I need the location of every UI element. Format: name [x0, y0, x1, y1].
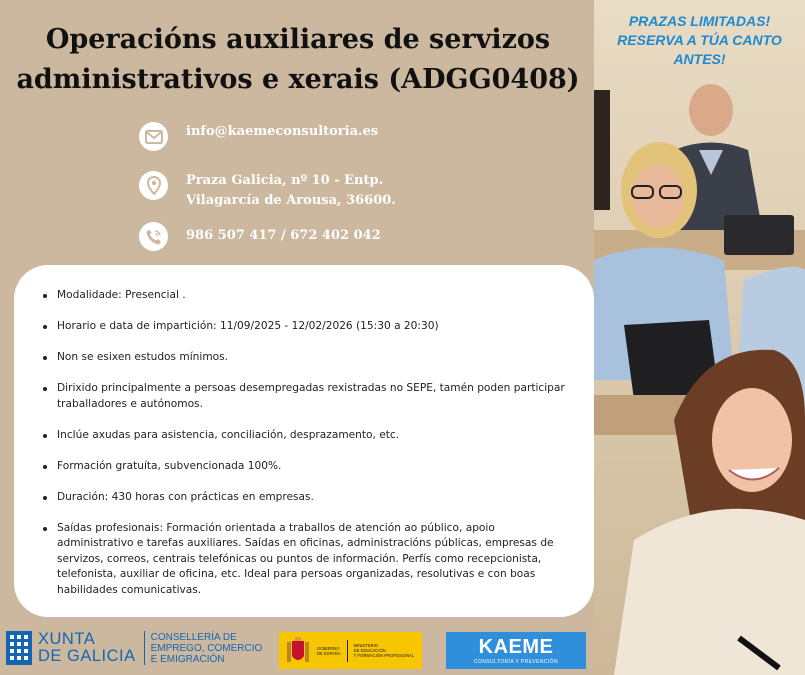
- list-item: Duración: 430 horas con prácticas en empresas.: [40, 490, 570, 506]
- address-text: Praza Galicia, nº 10 - Entp. Vilagarcía de Arousa, 36600.: [186, 173, 396, 208]
- phone-icon: [139, 222, 168, 251]
- course-title: Operacións auxiliares de servizos administrativos e xerais (ADGG0408): [16, 24, 580, 95]
- xunta-logo: [6, 631, 262, 665]
- contact-address-row: [139, 171, 396, 211]
- list-item: Saídas profesionais: Formación orientada a traballos de atención ao público, apoio administrativo e tarefas auxiliares. Saídas en oficinas, administracións públicas, empresas de servizos, correos, centrais telefónicas ou puntos de información. Perfís como recepcionista, telefonista, auxiliar de oficina, etc. Ideal para persoas organizadas, resolutivas e con boas habilidades comunicativas.: [40, 521, 570, 599]
- phone-link[interactable]: 986 507 417 / 672 402 042: [186, 228, 381, 243]
- contact-email-row: [139, 122, 378, 151]
- location-pin-icon: [139, 171, 168, 200]
- list-item: Inclúe axudas para asistencia, conciliación, desprazamento, etc.: [40, 428, 570, 444]
- list-item: Modalidade: Presencial .: [40, 288, 570, 304]
- logo-divider: [144, 631, 145, 665]
- contact-phone-row: [139, 222, 381, 251]
- classroom-photo: [594, 0, 805, 675]
- email-link[interactable]: info@kaemeconsultoria.es: [186, 124, 379, 139]
- list-item: Horario e data de impartición: 11/09/2025 - 12/02/2026 (15:30 a 20:30): [40, 319, 570, 335]
- mail-icon: [139, 122, 168, 151]
- ministerio-text: MINISTERIO DE EDUCACIÓN Y FORMACIÓN PROFESIONAL: [353, 643, 415, 658]
- course-details-list: [40, 288, 570, 614]
- limited-places-banner: PRAZAS LIMITADAS! RESERVA A TÚA CANTO ANTES!: [617, 13, 782, 67]
- kaeme-logo: [446, 632, 586, 669]
- logo-divider: [347, 640, 348, 662]
- list-item: Formación gratuíta, subvencionada 100%.: [40, 459, 570, 475]
- list-item: Non se esixen estudos mínimos.: [40, 350, 570, 366]
- coat-of-arms-icon: [285, 636, 311, 666]
- gobierno-logo: [279, 632, 422, 669]
- xunta-name: XUNTA DE GALICIA: [38, 630, 136, 665]
- gobierno-text: GOBIERNO DE ESPAÑA: [317, 645, 341, 656]
- conselleria-name: CONSELLERÍA DE EMPREGO, COMERCIO E EMIGRACIÓN: [150, 631, 263, 665]
- kaeme-subtitle: CONSULTORÍA Y PREVENCIÓN: [474, 659, 558, 665]
- xunta-emblem-icon: [6, 631, 32, 665]
- list-item: Dirixido principalmente a persoas desempregadas rexistradas no SEPE, tamén poden participar traballadores e autónomos.: [40, 381, 570, 412]
- kaeme-name: KAEME: [478, 636, 554, 658]
